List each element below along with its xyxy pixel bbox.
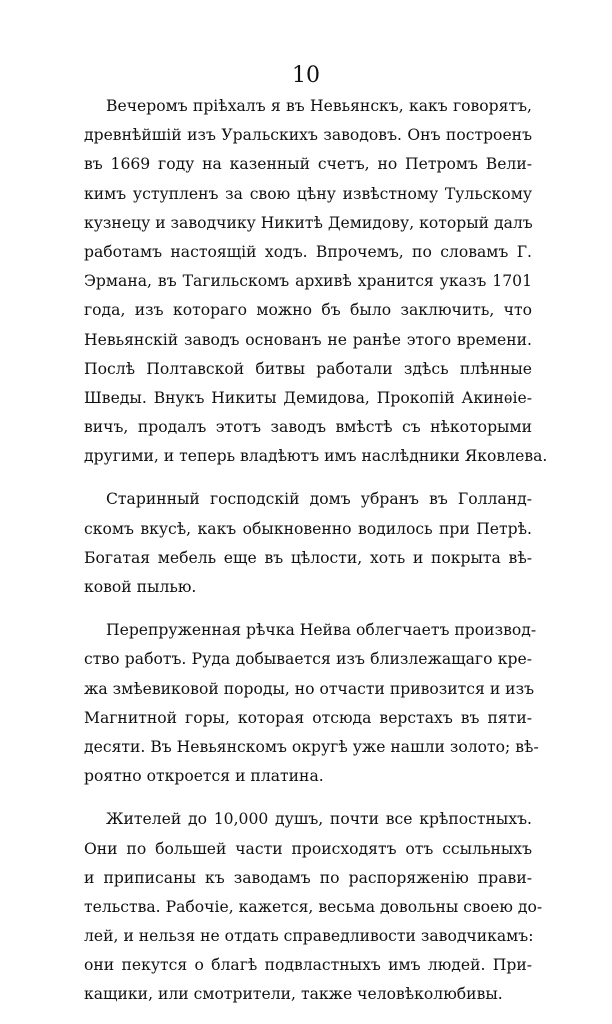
body-text: [84, 92, 548, 1024]
text-line: кимъ уступленъ за свою цѣну извѣстному Тульскому: [84, 184, 532, 203]
text-line: вичъ, продалъ этотъ заводъ вмѣстѣ съ нѣкоторыми: [84, 418, 532, 437]
paragraph: [84, 616, 539, 791]
text-line: Невьянскій заводъ основанъ не ранѣе этого времени.: [84, 330, 532, 349]
text-line: они пекутся о благѣ подвластныхъ имъ людей. При-: [84, 956, 532, 975]
text-line: Перепруженная рѣчка Нейва облегчаетъ производ-: [106, 621, 537, 640]
text-line: Они по большей части происходятъ отъ ссыльныхъ: [84, 839, 532, 858]
text-line: Богатая мебель еще въ цѣлости, хоть и покрыта вѣ-: [84, 548, 532, 567]
paragraph: [84, 805, 543, 1009]
paragraph: [84, 485, 532, 602]
text-line: тельства. Рабочіе, кажется, весьма довольны своею до-: [84, 897, 543, 916]
paragraph: [84, 92, 548, 471]
text-line: Шведы. Внукъ Никиты Демидова, Прокопій Акинѳіе-: [84, 388, 532, 407]
text-line: роятно откроется и платина.: [84, 767, 324, 786]
text-line: ковой пылью.: [84, 578, 197, 596]
text-line: лей, и нельзя не отдать справедливости заводчикамъ:: [84, 927, 534, 946]
text-line: кузнецу и заводчику Никитѣ Демидову, который далъ: [84, 213, 533, 232]
text-line: ство работъ. Руда добывается изъ близлежащаго кре-: [84, 650, 532, 669]
text-line: жа змѣевиковой породы, но отчасти привозится и изъ: [84, 679, 534, 698]
text-line: Послѣ Полтавской битвы работали здѣсь плѣнные: [84, 359, 532, 378]
text-line: и приписаны къ заводамъ по распоряженію прави-: [84, 868, 532, 887]
text-line: Жителей до 10,000 душъ, почти все крѣпостныхъ.: [106, 810, 532, 829]
page-number: 10: [292, 63, 320, 88]
text-line: другими, и теперь владѣютъ имъ наслѣдники Яковлева.: [84, 447, 548, 466]
text-line: въ 1669 году на казенный счетъ, но Петромъ Вели-: [84, 155, 532, 174]
text-line: Вечеромъ пріѣхалъ я въ Невьянскъ, какъ говорятъ,: [106, 97, 532, 115]
text-line: Магнитной горы, которая отсюда верстахъ въ пяти-: [84, 708, 532, 727]
text-line: Старинный господскій домъ убранъ въ Голланд-: [106, 490, 532, 509]
text-line: кащики, или смотрители, также человѣколюбивы.: [84, 985, 503, 1004]
text-line: года, изъ котораго можно бъ было заключить, что: [84, 301, 532, 320]
text-line: работамъ настоящій ходъ. Впрочемъ, по словамъ Г.: [84, 242, 532, 261]
text-line: Эрмана, въ Тагильскомъ архивѣ хранится указъ 1701: [84, 272, 532, 291]
text-line: десяти. Въ Невьянскомъ округѣ уже нашли золото; вѣ-: [84, 737, 539, 756]
text-line: скомъ вкусѣ, какъ обыкновенно водилось при Петрѣ.: [84, 519, 532, 538]
text-line: древнѣйшій изъ Уральскихъ заводовъ. Онъ построенъ: [84, 126, 532, 145]
